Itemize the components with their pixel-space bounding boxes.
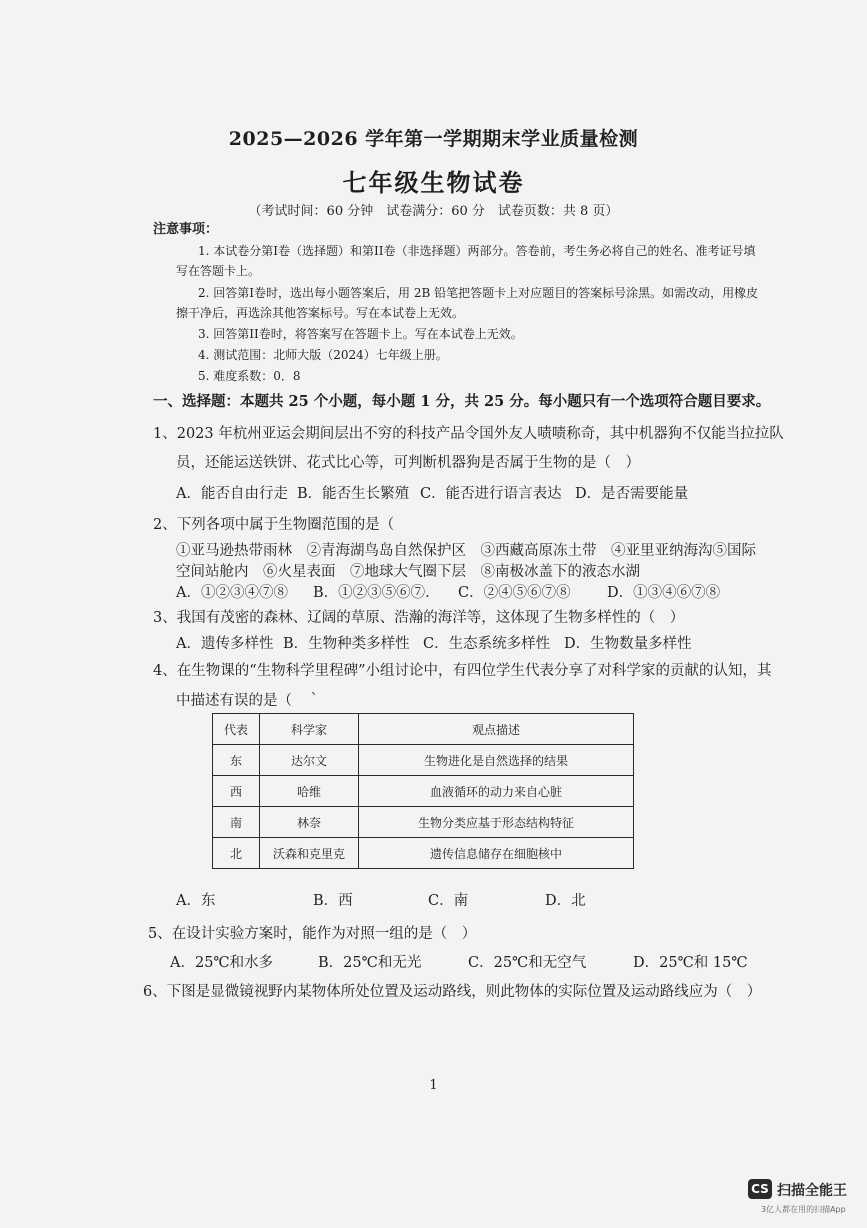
question-5-stem: 5、在设计实验方案时，能作为对照一组的是（ ） (148, 926, 477, 942)
option-a: A．东 (176, 893, 216, 909)
option-b: B．西 (313, 893, 353, 909)
table-cell: 南 (213, 807, 260, 838)
question-2-stem: 2、下列各项中属于生物圈范围的是（ (153, 517, 395, 533)
column-header: 代表 (213, 714, 260, 745)
notice-line: 2. 回答第I卷时，选出每小题答案后，用 2B 铅笔把答题卡上对应题目的答案标号涂黑。如需改动，用橡皮 (198, 286, 759, 300)
scientist-table (212, 713, 634, 869)
option-b: B．①②③⑤⑥⑦． (313, 585, 440, 601)
option-b: B．生物种类多样性 (283, 636, 410, 652)
option-d: D．25℃和 15℃ (633, 955, 748, 971)
question-1-stem-cont: 员，还能运送铁饼、花式比心等，可判断机器狗是否属于生物的是（ ） (176, 455, 640, 471)
option-c: C．25℃和无空气 (468, 955, 587, 971)
table-cell: 血液循环的动力来自心脏 (359, 776, 634, 807)
table-cell: 生物分类应基于形态结构特征 (359, 807, 634, 838)
exam-subtitle: 七年级生物试卷 (342, 168, 525, 197)
question-4-stem-cont: 中描述有误的是（ ｀ (176, 693, 321, 709)
table-cell: 生物进化是自然选择的结果 (359, 745, 634, 776)
column-header: 观点描述 (359, 714, 634, 745)
section-heading: 一、选择题：本题共 25 个小题，每小题 1 分，共 25 分。每小题只有一个选项符合题目要求。 (153, 393, 771, 410)
question-3-stem: 3、我国有茂密的森林、辽阔的草原、浩瀚的海洋等，这体现了生物多样性的（ ） (153, 610, 685, 626)
notice-heading: 注意事项： (153, 222, 219, 237)
notice-line: 擦干净后，再选涂其他答案标号。写在本试卷上无效。 (176, 306, 465, 320)
option-d: D．是否需要能量 (575, 486, 689, 502)
option-d: D．北 (545, 893, 586, 909)
table-cell: 沃森和克里克 (260, 838, 359, 869)
option-c: C．生态系统多样性 (423, 636, 551, 652)
watermark-tagline: 3亿人都在用的扫描App (761, 1205, 846, 1214)
table-row (213, 807, 634, 838)
camscanner-logo-icon: CS (748, 1179, 772, 1199)
option-a: A．25℃和水多 (170, 955, 274, 971)
page-number: 1 (429, 1078, 438, 1093)
notice-line: 1. 本试卷分第I卷（选择题）和第II卷（非选择题）两部分。答卷前，考生务必将自己的姓名、准考证号填 (198, 244, 756, 258)
column-header: 科学家 (260, 714, 359, 745)
option-a: A．能否自由行走 (176, 486, 288, 502)
option-a: A．①②③④⑦⑧ (176, 585, 288, 601)
table-cell: 遗传信息储存在细胞核中 (359, 838, 634, 869)
exam-info: （考试时间：60 分钟 试卷满分：60 分 试卷页数：共 8 页） (248, 204, 619, 219)
table-cell: 西 (213, 776, 260, 807)
table-row (213, 776, 634, 807)
watermark-name: 扫描全能王 (777, 1183, 847, 1199)
option-b: B．能否生长繁殖 (297, 486, 410, 502)
table-cell: 林奈 (260, 807, 359, 838)
option-a: A．遗传多样性 (176, 636, 274, 652)
notice-line: 5. 难度系数：0．8 (198, 369, 301, 383)
option-c: C．南 (428, 893, 469, 909)
option-c: C．②④⑤⑥⑦⑧ (458, 585, 571, 601)
option-c: C．能否进行语言表达 (420, 486, 562, 502)
question-2-items-cont: 空间站舱内 ⑥火星表面 ⑦地球大气圈下层 ⑧南极冰盖下的液态水湖 (176, 564, 640, 580)
question-1-stem: 1、2023 年杭州亚运会期间层出不穷的科技产品令国外友人啧啧称奇，其中机器狗不仅能当拉拉队 (153, 426, 784, 442)
exam-title: 2025—2026 学年第一学期期末学业质量检测 (228, 128, 639, 150)
option-b: B．25℃和无光 (318, 955, 422, 971)
notice-line: 3. 回答第II卷时，将答案写在答题卡上。写在本试卷上无效。 (198, 327, 523, 341)
notice-line: 4. 测试范围：北师大版（2024）七年级上册。 (198, 348, 448, 362)
table-header-row (213, 714, 634, 745)
question-2-items: ①亚马逊热带雨林 ②青海湖鸟岛自然保护区 ③西藏高原冻土带 ④亚里亚纳海沟⑤国际 (176, 543, 756, 559)
table-cell: 哈维 (260, 776, 359, 807)
table-cell: 东 (213, 745, 260, 776)
table-cell: 北 (213, 838, 260, 869)
table-cell: 达尔文 (260, 745, 359, 776)
table-row (213, 838, 634, 869)
notice-line: 写在答题卡上。 (176, 264, 261, 278)
option-d: D．生物数量多样性 (564, 636, 692, 652)
option-d: D．①③④⑥⑦⑧ (607, 585, 721, 601)
question-6-stem: 6、下图是显微镜视野内某物体所处位置及运动路线，则此物体的实际位置及运动路线应为（ ） (143, 984, 762, 1000)
table-row (213, 745, 634, 776)
question-4-stem: 4、在生物课的“生物科学里程碑”小组讨论中，有四位学生代表分享了对科学家的贡献的认知，其 (153, 663, 772, 679)
